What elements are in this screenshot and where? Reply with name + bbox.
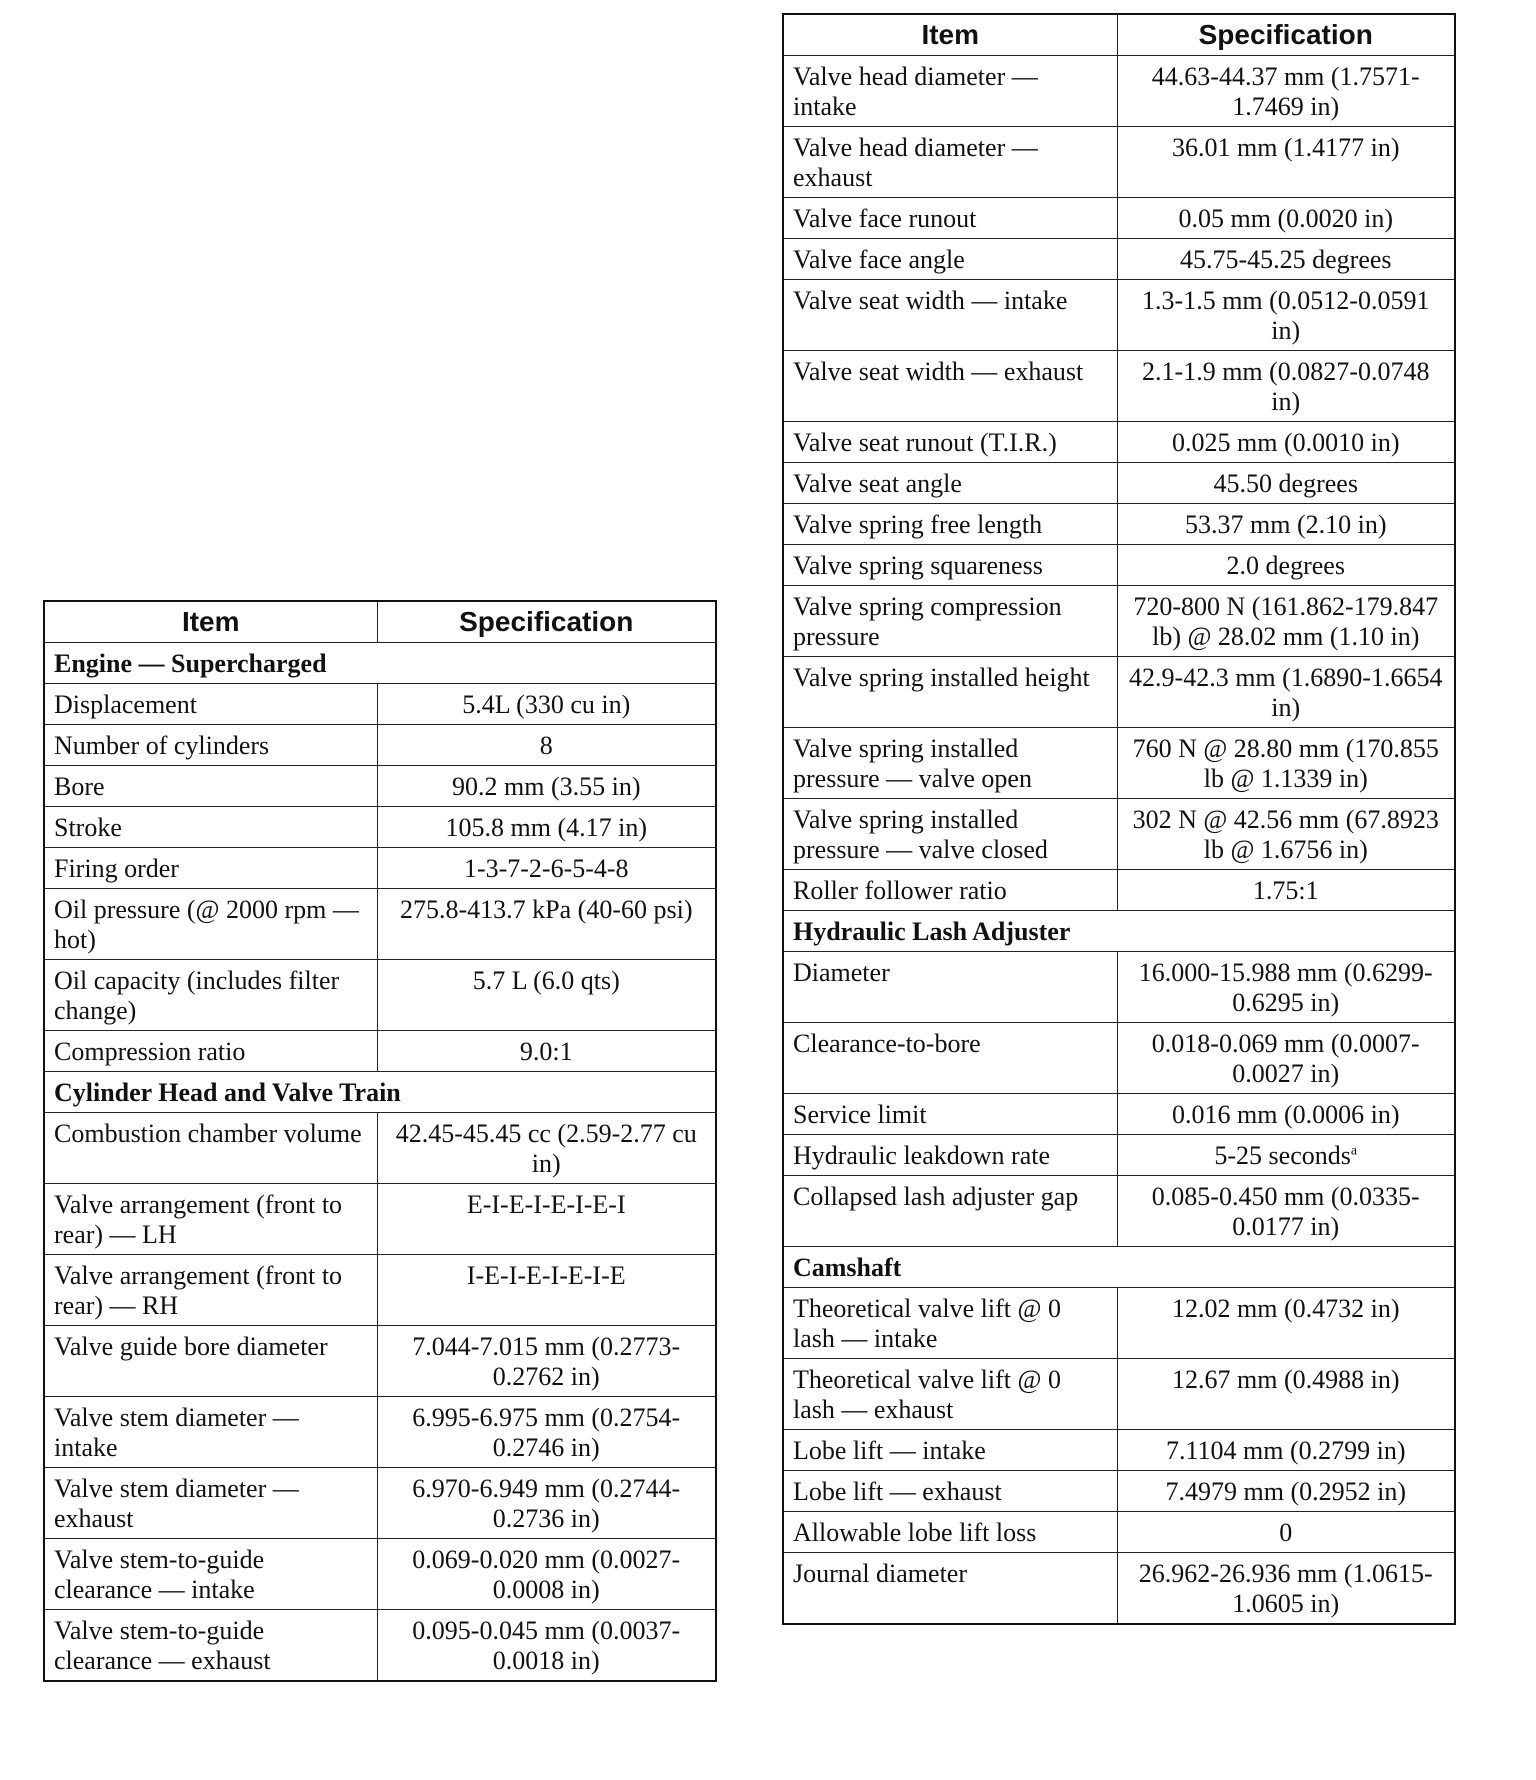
section-heading: Cylinder Head and Valve Train [44, 1072, 716, 1113]
table-row [783, 198, 1455, 239]
item-cell: Oil capacity (includes filter change) [44, 960, 377, 1031]
item-cell: Compression ratio [44, 1031, 377, 1072]
specification-value: 302 N @ 42.56 mm (67.8923 lb @ 1.6756 in) [1132, 805, 1439, 864]
specification-value: 0.095-0.045 mm (0.0037-0.0018 in) [412, 1616, 681, 1675]
specification-value: 45.75-45.25 degrees [1179, 245, 1392, 274]
specification-column-header: Specification [1117, 14, 1455, 56]
specification-value: E-I-E-I-E-I-E-I [466, 1190, 626, 1219]
specification-value: 7.4979 mm (0.2952 in) [1165, 1477, 1406, 1506]
specification-value: 90.2 mm (3.55 in) [452, 772, 641, 801]
item-cell: Valve head diameter — intake [783, 56, 1117, 127]
table-row [44, 766, 716, 807]
specification-cell [1117, 422, 1455, 463]
section-heading: Engine — Supercharged [44, 643, 716, 684]
table-row [783, 1553, 1455, 1625]
item-cell: Combustion chamber volume [44, 1113, 377, 1184]
specification-value: 9.0:1 [519, 1037, 573, 1066]
specification-value: 0.018-0.069 mm (0.0007-0.0027 in) [1151, 1029, 1420, 1088]
table-row [44, 1031, 716, 1072]
specification-cell [1117, 351, 1455, 422]
table-row [44, 684, 716, 725]
table-row [783, 545, 1455, 586]
table-row [783, 586, 1455, 657]
specification-value: 0.025 mm (0.0010 in) [1172, 428, 1400, 457]
item-cell: Valve stem-to-guide clearance — intake [44, 1539, 377, 1610]
specification-value: 12.02 mm (0.4732 in) [1172, 1294, 1400, 1323]
specification-value: 36.01 mm (1.4177 in) [1172, 133, 1400, 162]
table-row [44, 1113, 716, 1184]
section-heading: Hydraulic Lash Adjuster [783, 911, 1455, 952]
table-row [783, 56, 1455, 127]
table-row [783, 952, 1455, 1023]
specification-cell [377, 1031, 716, 1072]
specification-value: 0.085-0.450 mm (0.0335-0.0177 in) [1151, 1182, 1420, 1241]
table-header-row [44, 601, 716, 643]
specification-value: 5-25 seconds [1214, 1141, 1351, 1170]
specification-value: 26.962-26.936 mm (1.0615-1.0605 in) [1138, 1559, 1433, 1618]
table-row [44, 889, 716, 960]
table-row [783, 657, 1455, 728]
specification-cell [1117, 1359, 1455, 1430]
table-row [44, 1326, 716, 1397]
table-row [44, 1255, 716, 1326]
item-cell: Valve seat width — intake [783, 280, 1117, 351]
table-row [783, 1430, 1455, 1471]
item-cell: Valve spring installed height [783, 657, 1117, 728]
specification-value: 6.995-6.975 mm (0.2754-0.2746 in) [412, 1403, 681, 1462]
specification-cell [377, 1610, 716, 1682]
item-cell: Valve seat runout (T.I.R.) [783, 422, 1117, 463]
table-row [783, 422, 1455, 463]
specification-cell [377, 848, 716, 889]
item-cell: Valve spring installed pressure — valve closed [783, 799, 1117, 870]
specification-cell [377, 807, 716, 848]
item-cell: Journal diameter [783, 1553, 1117, 1625]
table-row [783, 1135, 1455, 1176]
specification-value: 0.016 mm (0.0006 in) [1172, 1100, 1400, 1129]
specification-cell [1117, 799, 1455, 870]
table-row [783, 1512, 1455, 1553]
table-row [783, 463, 1455, 504]
specification-cell [1117, 198, 1455, 239]
table-row [783, 351, 1455, 422]
table-row [783, 504, 1455, 545]
specification-cell [1117, 463, 1455, 504]
specification-value: 5.7 L (6.0 qts) [472, 966, 620, 995]
specification-value: 7.044-7.015 mm (0.2773-0.2762 in) [412, 1332, 681, 1391]
specification-value: 0 [1279, 1518, 1293, 1547]
table-row [44, 1610, 716, 1682]
specification-value: 12.67 mm (0.4988 in) [1172, 1365, 1400, 1394]
specification-cell [377, 1113, 716, 1184]
item-cell: Theoretical valve lift @ 0 lash — intake [783, 1288, 1117, 1359]
specification-cell [1117, 1430, 1455, 1471]
item-cell: Valve stem diameter — intake [44, 1397, 377, 1468]
table-row [783, 728, 1455, 799]
specification-value: 275.8-413.7 kPa (40-60 psi) [400, 895, 693, 924]
specification-value: 105.8 mm (4.17 in) [445, 813, 647, 842]
specification-cell [1117, 1512, 1455, 1553]
item-column-header: Item [783, 14, 1117, 56]
specification-value: 45.50 degrees [1213, 469, 1358, 498]
table-header-row [783, 14, 1455, 56]
specification-cell [1117, 1471, 1455, 1512]
specification-cell [377, 889, 716, 960]
item-cell: Bore [44, 766, 377, 807]
item-cell: Stroke [44, 807, 377, 848]
item-cell: Lobe lift — exhaust [783, 1471, 1117, 1512]
table-row [44, 1468, 716, 1539]
item-cell: Allowable lobe lift loss [783, 1512, 1117, 1553]
item-cell: Valve stem diameter — exhaust [44, 1468, 377, 1539]
table-row [783, 1094, 1455, 1135]
item-cell: Valve face runout [783, 198, 1117, 239]
specification-value: 0.05 mm (0.0020 in) [1178, 204, 1393, 233]
table-row [783, 127, 1455, 198]
specification-cell [377, 1468, 716, 1539]
table-row [44, 1539, 716, 1610]
specification-value: 42.9-42.3 mm (1.6890-1.6654 in) [1129, 663, 1443, 722]
table-row [44, 1397, 716, 1468]
item-cell: Valve seat width — exhaust [783, 351, 1117, 422]
table-row [783, 1288, 1455, 1359]
specification-value: 720-800 N (161.862-179.847 lb) @ 28.02 mm (1.10 in) [1133, 592, 1439, 651]
item-cell: Clearance-to-bore [783, 1023, 1117, 1094]
specification-cell [377, 1255, 716, 1326]
specification-value: 42.45-45.45 cc (2.59-2.77 cu in) [395, 1119, 697, 1178]
specification-cell [1117, 657, 1455, 728]
table-row [783, 1023, 1455, 1094]
table-row [783, 1359, 1455, 1430]
specification-cell [1117, 870, 1455, 911]
item-cell: Valve seat angle [783, 463, 1117, 504]
specification-cell [1117, 239, 1455, 280]
item-cell: Oil pressure (@ 2000 rpm — hot) [44, 889, 377, 960]
table-row [44, 1184, 716, 1255]
specification-cell [377, 725, 716, 766]
item-cell: Valve arrangement (front to rear) — LH [44, 1184, 377, 1255]
specification-cell [1117, 1135, 1455, 1176]
item-cell: Number of cylinders [44, 725, 377, 766]
specification-cell [377, 1397, 716, 1468]
table-row [783, 280, 1455, 351]
item-cell: Service limit [783, 1094, 1117, 1135]
specification-cell [377, 1326, 716, 1397]
footnote-marker: a [1350, 1143, 1358, 1159]
specification-value: 53.37 mm (2.10 in) [1185, 510, 1387, 539]
specification-cell [1117, 1176, 1455, 1247]
specification-cell [1117, 56, 1455, 127]
specification-cell [1117, 952, 1455, 1023]
specification-cell [1117, 586, 1455, 657]
specification-value: 1.3-1.5 mm (0.0512-0.0591 in) [1142, 286, 1430, 345]
item-cell: Valve stem-to-guide clearance — exhaust [44, 1610, 377, 1682]
table-row [44, 848, 716, 889]
specification-value: 2.0 degrees [1226, 551, 1345, 580]
specification-cell [1117, 1023, 1455, 1094]
table-row [783, 1471, 1455, 1512]
engine-spec-table [43, 600, 717, 1682]
specification-cell [1117, 728, 1455, 799]
specification-value: 44.63-44.37 mm (1.7571-1.7469 in) [1151, 62, 1420, 121]
specification-cell [377, 960, 716, 1031]
valve-train-spec-table [782, 13, 1456, 1625]
specification-cell [1117, 1288, 1455, 1359]
specification-cell [377, 1539, 716, 1610]
item-cell: Firing order [44, 848, 377, 889]
specification-cell [1117, 1094, 1455, 1135]
item-cell: Valve arrangement (front to rear) — RH [44, 1255, 377, 1326]
item-cell: Valve spring installed pressure — valve open [783, 728, 1117, 799]
table-row [783, 870, 1455, 911]
specification-value: 2.1-1.9 mm (0.0827-0.0748 in) [1142, 357, 1430, 416]
section-heading-row [783, 1247, 1455, 1288]
section-heading-row [783, 911, 1455, 952]
item-cell: Hydraulic leakdown rate [783, 1135, 1117, 1176]
table-row [44, 807, 716, 848]
item-cell: Valve spring free length [783, 504, 1117, 545]
specification-value: 760 N @ 28.80 mm (170.855 lb @ 1.1339 in) [1132, 734, 1439, 793]
item-cell: Displacement [44, 684, 377, 725]
specification-value: I-E-I-E-I-E-I-E [466, 1261, 626, 1290]
specification-value: 5.4L (330 cu in) [462, 690, 631, 719]
table-row [44, 725, 716, 766]
section-heading: Camshaft [783, 1247, 1455, 1288]
specification-value: 16.000-15.988 mm (0.6299-0.6295 in) [1138, 958, 1433, 1017]
item-cell: Valve spring compression pressure [783, 586, 1117, 657]
table-row [44, 960, 716, 1031]
section-heading-row [44, 643, 716, 684]
specification-cell [377, 766, 716, 807]
item-cell: Roller follower ratio [783, 870, 1117, 911]
specification-value: 8 [539, 731, 553, 760]
specification-value: 0.069-0.020 mm (0.0027-0.0008 in) [412, 1545, 681, 1604]
specification-cell [1117, 545, 1455, 586]
item-column-header: Item [44, 601, 377, 643]
table-row [783, 239, 1455, 280]
item-cell: Lobe lift — intake [783, 1430, 1117, 1471]
item-cell: Collapsed lash adjuster gap [783, 1176, 1117, 1247]
specification-value: 1-3-7-2-6-5-4-8 [463, 854, 629, 883]
specification-cell [377, 684, 716, 725]
specification-cell [1117, 280, 1455, 351]
specification-cell [377, 1184, 716, 1255]
specification-cell [1117, 1553, 1455, 1625]
specification-value: 1.75:1 [1252, 876, 1319, 905]
specification-value: 7.1104 mm (0.2799 in) [1165, 1436, 1406, 1465]
item-cell: Valve spring squareness [783, 545, 1117, 586]
specification-column-header: Specification [377, 601, 716, 643]
specification-value: 6.970-6.949 mm (0.2744-0.2736 in) [412, 1474, 681, 1533]
table-row [783, 799, 1455, 870]
item-cell: Theoretical valve lift @ 0 lash — exhaust [783, 1359, 1117, 1430]
item-cell: Diameter [783, 952, 1117, 1023]
item-cell: Valve guide bore diameter [44, 1326, 377, 1397]
table-row [783, 1176, 1455, 1247]
item-cell: Valve head diameter — exhaust [783, 127, 1117, 198]
item-cell: Valve face angle [783, 239, 1117, 280]
section-heading-row [44, 1072, 716, 1113]
specification-cell [1117, 504, 1455, 545]
specification-cell [1117, 127, 1455, 198]
